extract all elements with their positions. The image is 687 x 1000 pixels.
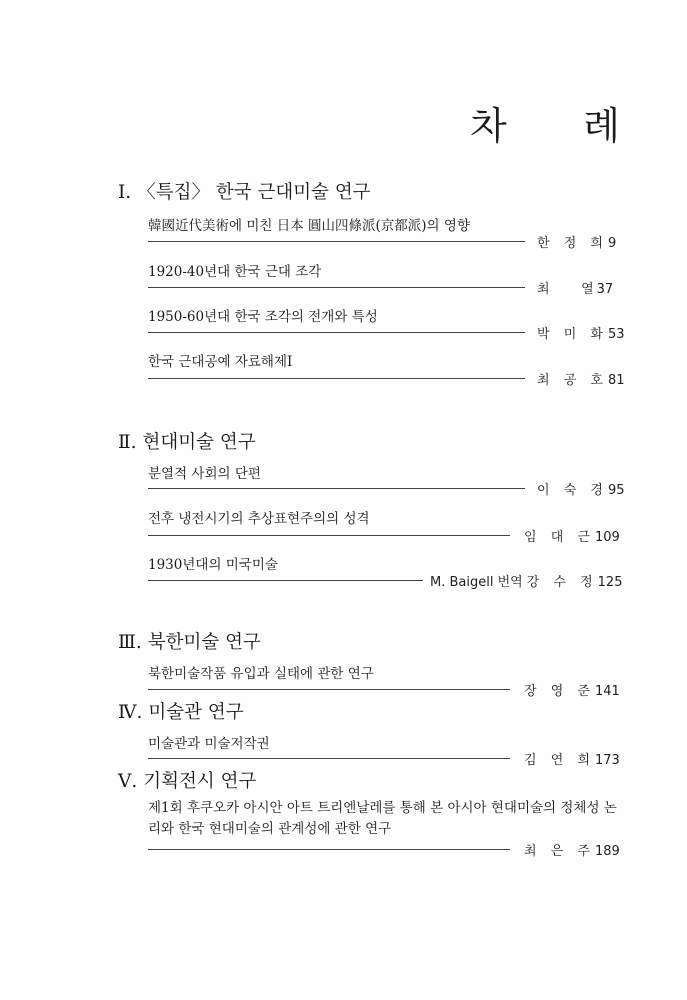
toc-byline [537, 479, 625, 498]
author-name: 최 은 주 [524, 844, 595, 859]
section-title: 미술관 연구 [148, 702, 244, 723]
page-number: 173 [594, 753, 620, 768]
leader-rule [148, 849, 510, 850]
page-number: 9 [607, 236, 617, 251]
author-name: 임 대 근 [524, 530, 595, 545]
toc-entry-title[interactable]: 한국 근대공예 자료해제Ⅰ [148, 354, 293, 370]
toc-byline [537, 369, 625, 388]
section-title: 북한미술 연구 [147, 632, 261, 653]
author-name: 박 미 화 [537, 327, 608, 342]
author-name: 최 열 [537, 282, 597, 297]
section-numeral: Ⅴ. [118, 771, 138, 792]
toc-byline [537, 278, 613, 297]
section-heading [118, 178, 371, 204]
author-name: 강 수 정 [526, 575, 598, 590]
page-number: 95 [607, 483, 625, 498]
toc-byline [524, 526, 620, 545]
leader-rule [148, 689, 510, 690]
section-numeral: Ⅱ. [118, 432, 137, 453]
page-number: 37 [596, 282, 614, 297]
leader-rule [148, 488, 525, 489]
section-numeral: Ⅲ. [118, 632, 142, 653]
toc-byline [524, 680, 620, 699]
translator-credit: M. Baigell 번역 [430, 575, 523, 590]
leader-rule [148, 535, 510, 536]
toc-byline [524, 749, 620, 768]
toc-entry-title[interactable]: 1950-60년대 한국 조각의 전개와 특성 [148, 309, 378, 325]
page-title [470, 95, 620, 150]
toc-entry-title[interactable]: 전후 냉전시기의 추상표현주의의 성격 [148, 511, 370, 527]
page-title-char: 차 [470, 104, 507, 148]
author-name: 최 공 호 [537, 373, 608, 388]
author-name: 이 숙 경 [537, 483, 608, 498]
page-title-char: 례 [583, 104, 620, 148]
page-number: 53 [607, 327, 625, 342]
page-number: 81 [607, 373, 625, 388]
page-number: 141 [594, 684, 620, 699]
page-number: 109 [594, 530, 620, 545]
leader-rule [148, 378, 525, 379]
toc-entry-title[interactable]: 미술관과 미술저작권 [148, 736, 270, 752]
section-heading [118, 698, 244, 724]
toc-entry-title[interactable]: 1930년대의 미국미술 [148, 557, 278, 573]
section-title: 〈특집〉 한국 근대미술 연구 [137, 182, 371, 203]
leader-rule [148, 287, 525, 288]
section-heading [118, 628, 261, 654]
author-name: 김 연 희 [524, 753, 595, 768]
section-heading [118, 767, 256, 793]
leader-rule [148, 580, 423, 581]
toc-entry-title[interactable]: 분열적 사회의 단편 [148, 466, 261, 482]
section-numeral: Ⅰ. [118, 182, 132, 203]
section-title: 기획전시 연구 [143, 771, 257, 792]
page-number: 125 [597, 575, 623, 590]
toc-entry-title[interactable]: 1920-40년대 한국 근대 조각 [148, 264, 322, 280]
toc-byline [524, 840, 620, 859]
section-numeral: Ⅳ. [118, 702, 143, 723]
leader-rule [148, 758, 510, 759]
toc-entry-title[interactable]: 제1회 후쿠오카 아시안 아트 트리엔날레를 통해 본 아시아 현대미술의 정체성 논리와 한국 현대미술의 관계성에 관한 연구 [148, 800, 617, 837]
author-name: 장 영 준 [524, 684, 595, 699]
toc-byline [537, 232, 616, 251]
toc-byline [430, 571, 622, 590]
leader-rule [148, 332, 525, 333]
section-heading [118, 428, 256, 454]
leader-rule [148, 241, 525, 242]
section-title: 현대미술 연구 [142, 432, 256, 453]
author-name: 한 정 희 [537, 236, 608, 251]
toc-entry-title[interactable]: 북한미술작품 유입과 실태에 관한 연구 [148, 666, 374, 682]
toc-entry-title[interactable]: 韓國近代美術에 미친 日本 圓山四條派(京都派)의 영향 [148, 218, 470, 234]
toc-byline [537, 323, 625, 342]
page-number: 189 [594, 844, 620, 859]
